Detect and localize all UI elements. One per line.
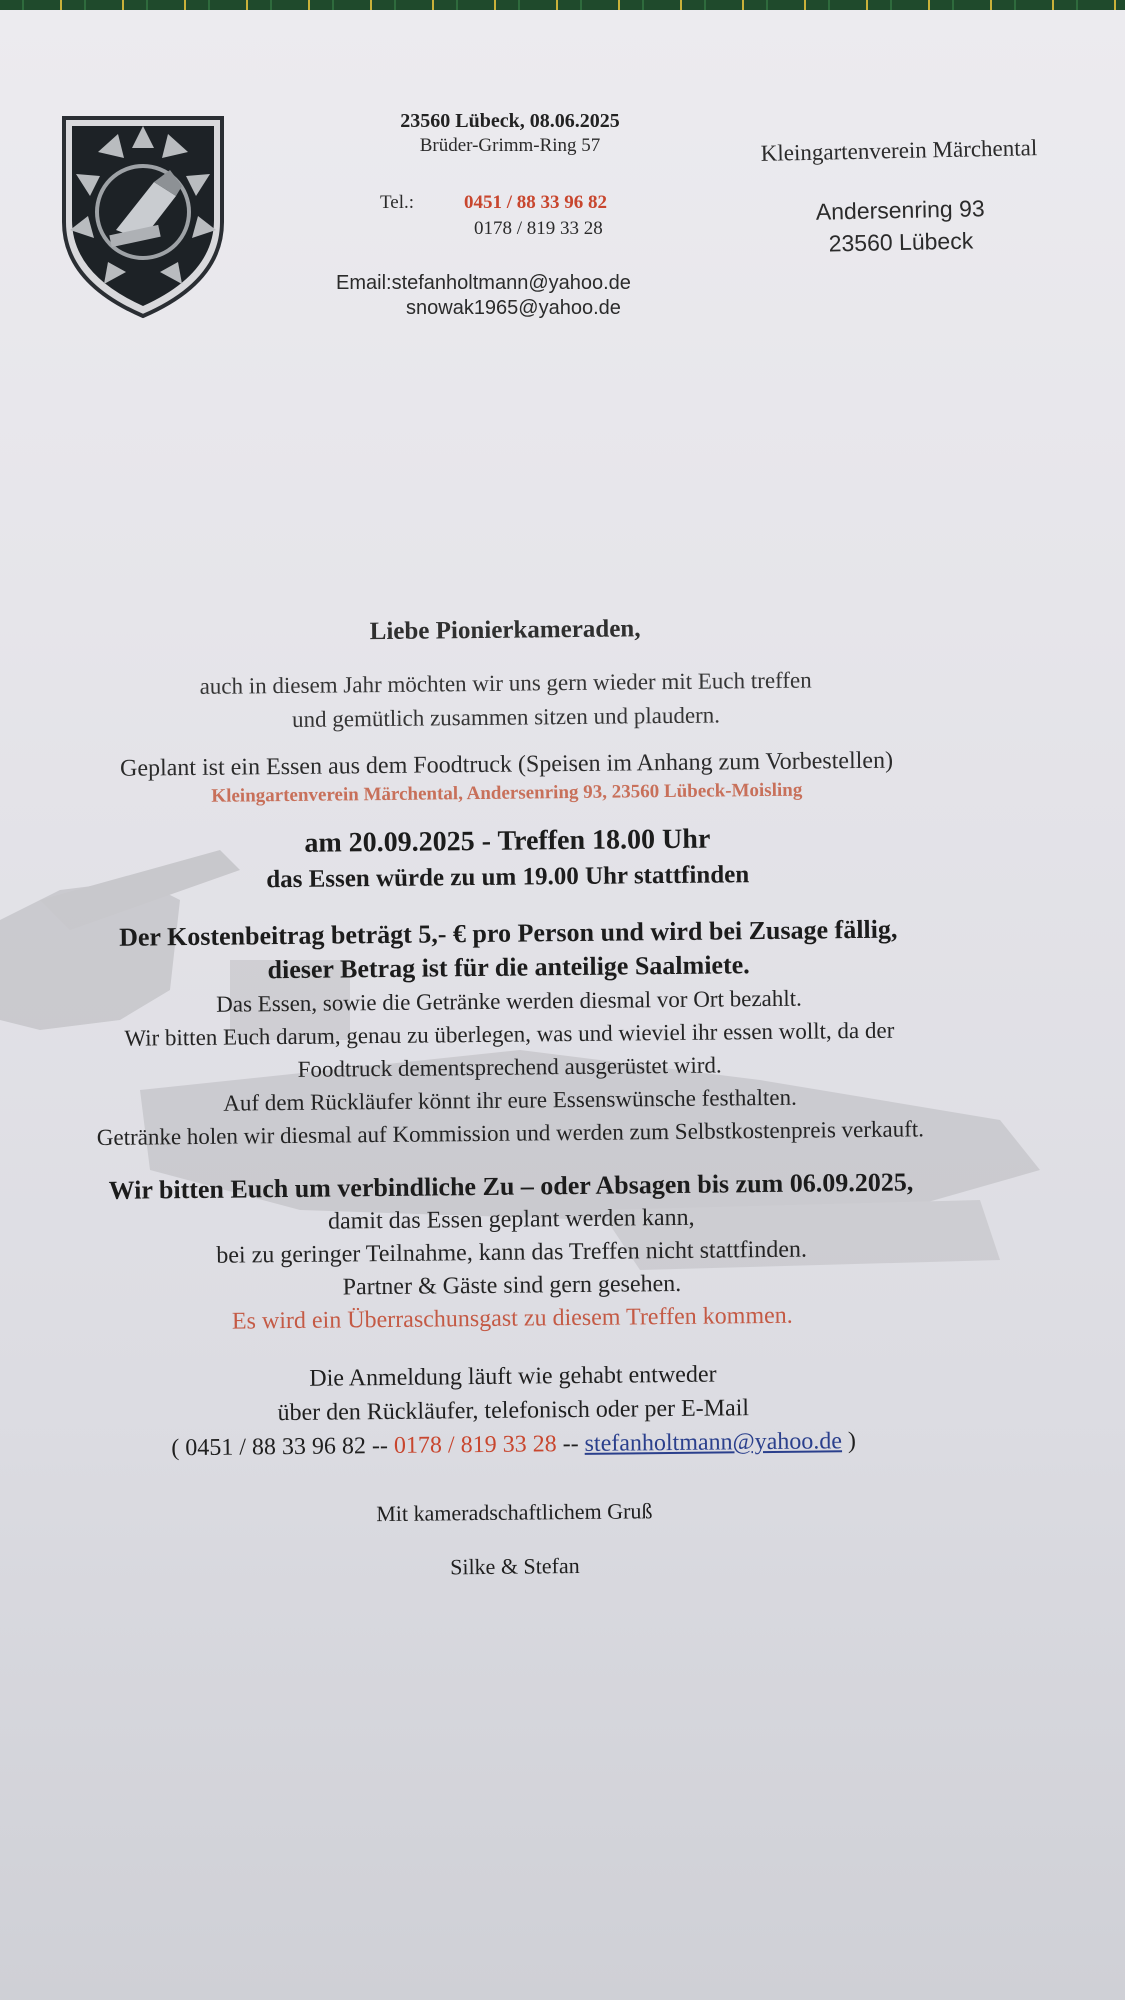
intro-line-1: auch in diesem Jahr möchten wir uns gern wieder mit Euch treffen [199,667,812,699]
pioneer-crest-logo [58,112,228,322]
recipient-name: Kleingartenverein Märchental [760,135,1038,166]
contact-phone-2: 0178 / 819 33 28 [393,1431,557,1459]
letter-page [0,10,1125,2000]
letter-body [0,611,1020,1585]
sender-email-1: Email:stefanholtmann@yahoo.de [336,272,631,294]
registration-line-2: über den Rückläufer, telefonisch oder per E-Mail [277,1395,750,1427]
greeting: Liebe Pionierkameraden, [369,615,641,646]
contact-email-link[interactable]: stefanholtmann@yahoo.de [584,1428,843,1457]
tel-label: Tel.: [380,192,415,213]
recipient-street: Andersenring 93 [815,195,985,225]
contact-phone-1: ( 0451 / 88 33 96 82 -- [171,1432,389,1462]
cost-line-2: dieser Betrag ist für die anteilige Saalmiete. [267,950,750,985]
contact-separator: -- [562,1430,579,1458]
return-slip-line: Auf dem Rückläufer könnt ihr eure Essenswünsche festhalten. [223,1084,797,1116]
sender-phone-1: 0451 / 88 33 96 82 [464,192,608,213]
rsvp-deadline: Wir bitten Euch um verbindliche Zu – oder Absagen bis zum 06.09.2025, [108,1167,914,1205]
surprise-guest-line: Es wird ein Überraschunsgast zu diesem Treffen kommen. [231,1302,793,1335]
payment-line: Das Essen, sowie die Getränke werden diesmal vor Ort bezahlt. [216,985,802,1017]
contact-close: ) [847,1428,857,1455]
rsvp-line-2: damit das Essen geplant werden kann, [327,1204,695,1235]
venue-line: Kleingartenverein Märchental, Andersenring 93, 23560 Lübeck-Moisling [211,779,803,807]
consider-line-1: Wir bitten Euch darum, genau zu überlegen, was und wieviel ihr essen wollt, da der [124,1017,895,1051]
cost-line-1: Der Kostenbeitrag beträgt 5,- € pro Person und wird bei Zusage fällig, [118,914,898,952]
sender-street: Brüder-Grimm-Ring 57 [419,135,601,156]
closing-phrase: Mit kameradschaftlichem Gruß [376,1498,653,1527]
consider-line-2: Foodtruck dementsprechend ausgerüstet wird. [297,1052,722,1082]
event-date: am 20.09.2025 - Treffen 18.00 Uhr [304,823,711,859]
sender-phone-2: 0178 / 819 33 28 [474,218,603,239]
recipient-street-city [720,190,1081,262]
signature: Silke & Stefan [450,1552,580,1580]
letter-date: 23560 Lübeck, 08.06.2025 [400,110,620,132]
meal-time: das Essen würde zu um 19.00 Uhr stattfinden [266,861,750,894]
sender-address [320,110,700,157]
intro-line-2: und gemütlich zusammen sitzen und plaudern. [291,702,721,732]
registration-line-1: Die Anmeldung läuft wie gehabt entweder [309,1361,717,1392]
recipient-city: 23560 Lübeck [828,227,974,257]
guests-line: Partner & Gäste sind gern gesehen. [342,1270,682,1301]
sender-phones [380,192,608,239]
rsvp-line-3: bei zu geringer Teilnahme, kann das Treffen nicht stattfinden. [216,1236,808,1269]
sender-email-2: snowak1965@yahoo.de [406,297,621,319]
sender-emails [336,272,631,320]
drinks-line: Getränke holen wir diesmal auf Kommission und werden zum Selbstkostenpreis verkauft. [96,1116,925,1151]
plan-line: Geplant ist ein Essen aus dem Foodtruck (Speisen im Anhang zum Vorbestellen) [119,747,894,782]
recipient-address [719,134,1081,262]
